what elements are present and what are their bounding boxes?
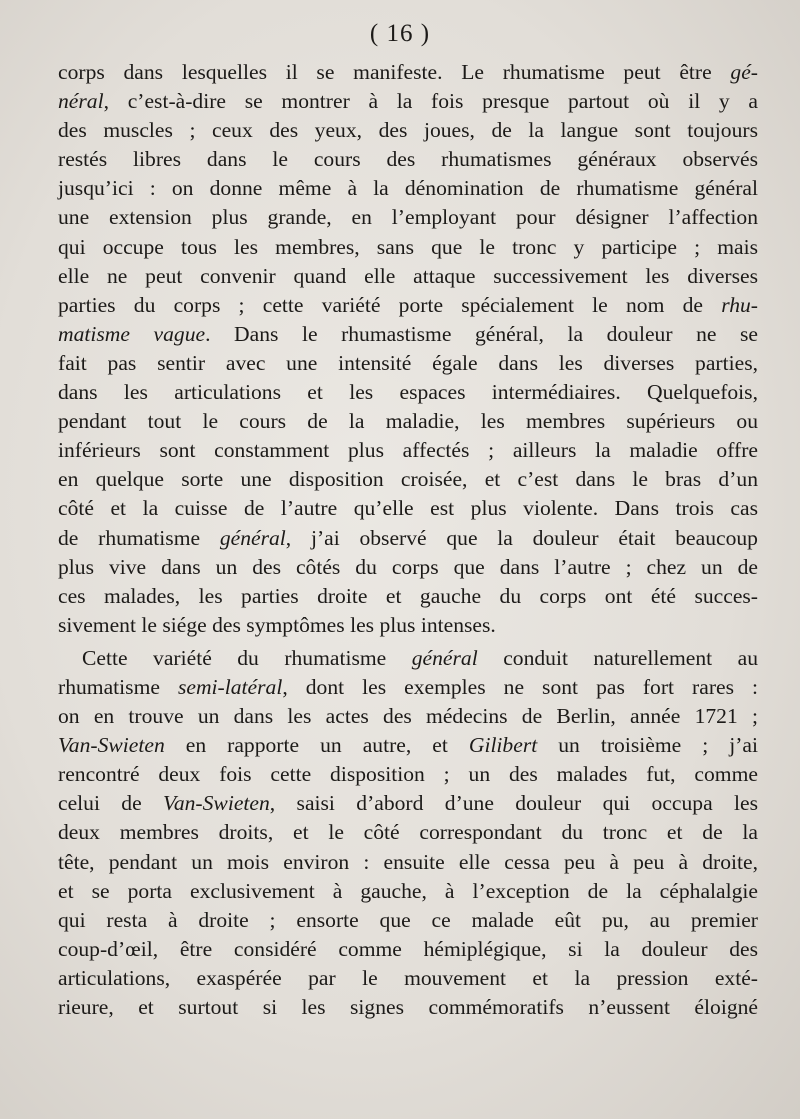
italic-text: néral — [58, 89, 104, 114]
text-line — [58, 320, 758, 349]
text-line — [58, 145, 758, 174]
text-line — [58, 935, 758, 964]
text-segment: en rapporte un autre, et — [164, 733, 469, 758]
text-segment: fait pas sentir avec une intensité égale dans les diverses parties, — [58, 350, 758, 375]
text-line — [58, 524, 758, 553]
page-number: ( 16 ) — [369, 20, 431, 47]
text-segment: sivement le siége des symptômes les plus intenses. — [58, 612, 496, 637]
italic-text: général — [411, 645, 478, 670]
text-line — [58, 760, 758, 789]
italic-text: rhu- — [721, 292, 758, 317]
text-segment: côté et la cuisse de l’autre qu’elle est plus violente. Dans trois cas — [58, 496, 758, 521]
text-line — [58, 789, 758, 818]
text-segment: tête, pendant un mois environ : ensuite elle cessa peu à peu à droite, — [58, 849, 758, 874]
text-segment: des muscles ; ceux des yeux, des joues, de la langue sont toujours — [58, 118, 758, 143]
text-segment: plus vive dans un des côtés du corps que dans l’autre ; chez un de — [58, 554, 758, 579]
text-segment: , dont les exemples ne sont pas fort rares : — [282, 674, 758, 699]
text-segment: jusqu’ici : on donne même à la dénomination de rhumatisme général — [58, 176, 758, 201]
text-segment: rieure, et surtout si les signes commémoratifs n’eussent éloigné — [58, 995, 758, 1019]
text-line — [58, 233, 758, 262]
text-segment: rencontré deux fois cette disposition ; un des malades fut, comme — [58, 762, 758, 787]
text-segment: dans les articulations et les espaces intermédiaires. Quelquefois, — [58, 380, 758, 405]
text-segment: pendant tout le cours de la maladie, les membres supérieurs ou — [58, 409, 758, 434]
italic-text: Van-Swieten — [58, 733, 165, 758]
text-segment: rhumatisme — [58, 674, 178, 699]
text-line — [58, 818, 758, 847]
text-segment: qui occupe tous les membres, sans que le tronc y participe ; mais — [58, 234, 758, 259]
text-segment: conduit naturellement au — [477, 645, 758, 670]
text-line — [58, 553, 758, 582]
text-line — [58, 906, 758, 935]
text-segment: celui de — [58, 791, 164, 816]
text-line — [58, 494, 758, 523]
text-line — [58, 848, 758, 877]
text-line — [58, 702, 758, 731]
text-line — [58, 203, 758, 232]
text-line — [58, 731, 758, 760]
italic-text: Gilibert — [468, 733, 538, 758]
text-line — [58, 407, 758, 436]
text-segment: corps dans lesquelles il se manifeste. Le rhumatisme peut être — [58, 60, 731, 84]
text-segment: coup-d’œil, être considéré comme hémiplégique, si la douleur des — [58, 936, 758, 961]
text-line — [58, 58, 758, 87]
text-segment: qui resta à droite ; ensorte que ce malade eût pu, au premier — [58, 907, 758, 932]
text-line — [58, 378, 758, 407]
italic-text: semi-latéral — [177, 674, 283, 699]
body-text — [58, 58, 758, 1022]
italic-text: matisme vague — [58, 321, 206, 346]
text-segment: parties du corps ; cette variété porte spécialement le nom de — [58, 292, 722, 317]
text-line — [58, 349, 758, 378]
text-segment: Cette variété du rhumatisme — [82, 645, 412, 670]
text-line — [58, 87, 758, 116]
text-segment: on en trouve un dans les actes des médecins de Berlin, année 1721 ; — [58, 704, 758, 729]
text-segment: deux membres droits, et le côté correspondant du tronc et de la — [58, 820, 758, 845]
text-line — [58, 174, 758, 203]
text-line — [58, 291, 758, 320]
text-segment: . Dans le rhumastisme général, la douleur ne se — [205, 321, 758, 346]
text-line — [58, 964, 758, 993]
text-line — [58, 673, 758, 702]
text-segment: ces malades, les parties droite et gauche du corps ont été succes- — [58, 583, 758, 608]
text-line — [58, 262, 758, 291]
text-segment: inférieurs sont constamment plus affectés ; ailleurs la maladie offre — [58, 438, 758, 463]
text-line — [58, 993, 758, 1022]
text-line — [58, 465, 758, 494]
text-segment: un troisième ; j’ai — [537, 733, 758, 758]
italic-text: gé- — [730, 60, 758, 84]
italic-text: Van-Swieten — [163, 791, 270, 816]
text-line — [58, 877, 758, 906]
text-segment: elle ne peut convenir quand elle attaque successivement les diverses — [58, 263, 758, 288]
text-segment: , saisi d’abord d’une douleur qui occupa les — [269, 791, 758, 816]
text-line — [58, 436, 758, 465]
text-segment: restés libres dans le cours des rhumatismes généraux observés — [58, 147, 758, 172]
italic-text: général — [219, 525, 286, 550]
text-segment: et se porta exclusivement à gauche, à l’exception de la céphalalgie — [58, 878, 758, 903]
text-segment: de rhumatisme — [58, 525, 220, 550]
text-segment: , c’est-à-dire se montrer à la fois presque partout où il y a — [103, 89, 758, 114]
text-segment: articulations, exaspérée par le mouvement et la pression exté- — [58, 965, 758, 990]
text-segment: une extension plus grande, en l’employant pour désigner l’affection — [58, 205, 758, 230]
text-segment: , j’ai observé que la douleur était beaucoup — [285, 525, 758, 550]
text-segment: en quelque sorte une disposition croisée, et c’est dans le bras d’un — [58, 467, 758, 492]
text-line — [58, 644, 758, 673]
text-line — [58, 611, 758, 640]
text-line — [58, 116, 758, 145]
text-line — [58, 582, 758, 611]
